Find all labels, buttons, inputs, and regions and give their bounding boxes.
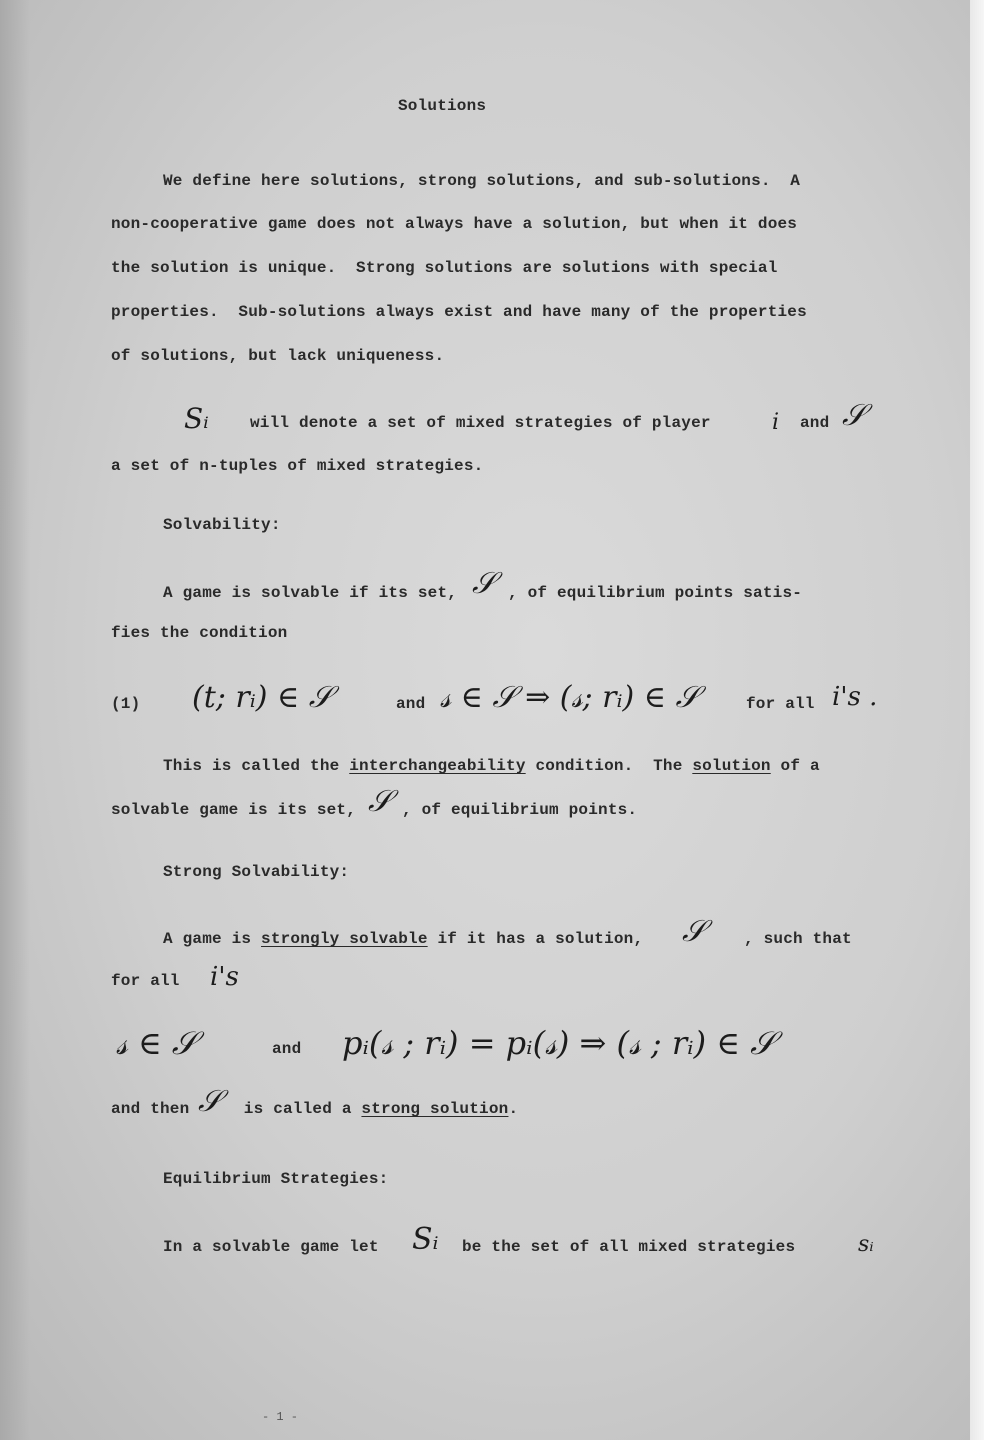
paragraph-line: will denote a set of mixed strategies of player	[250, 414, 711, 432]
handwritten-si-small: sᵢ	[858, 1232, 874, 1257]
paragraph-line: properties. Sub-solutions always exist and have many of the properties	[111, 303, 807, 321]
handwritten-i-symbol: i	[772, 410, 780, 435]
handwritten-is: i's .	[832, 682, 878, 712]
section-heading-strong-solvability: Strong Solvability:	[163, 863, 350, 881]
paragraph-line: solvable game is its set,	[111, 801, 357, 819]
and-word: and	[396, 695, 426, 713]
equation-tail: for all	[746, 695, 815, 713]
paragraph-line: In a solvable game let	[163, 1238, 379, 1256]
handwritten-si-symbol: Sᵢ	[184, 402, 209, 435]
handwritten-si-symbol: Sᵢ	[412, 1222, 439, 1257]
handwritten-script-s: 𝒮	[472, 566, 496, 601]
handwritten-script-s: 𝒮	[842, 398, 866, 433]
handwritten-is: i's	[210, 962, 239, 992]
paragraph-line: for all	[111, 972, 180, 990]
paragraph-line: , such that	[744, 930, 852, 948]
paragraph-line: non-cooperative game does not always have a solution, but when it does	[111, 215, 798, 233]
term-solution: solution	[692, 757, 771, 775]
paragraph-line: We define here solutions, strong solutions, and sub-solutions. A	[163, 172, 801, 190]
term-strongly-solvable: strongly solvable	[261, 930, 428, 948]
handwritten-script-s: 𝒮	[368, 784, 392, 819]
paragraph-line: , of equilibrium points.	[402, 801, 638, 819]
paragraph-line: a set of n-tuples of mixed strategies.	[111, 457, 484, 475]
scan-shadow-left	[0, 0, 30, 1440]
equation-lhs: (t; rᵢ) ∈ 𝒮	[192, 680, 332, 715]
term-interchangeability: interchangeability	[349, 757, 526, 775]
page-number: - 1 -	[262, 1410, 299, 1424]
paragraph-line: This is called the interchangeability condition. The solution of a	[163, 757, 820, 775]
equation-rhs: pᵢ(𝓈 ; rᵢ) = pᵢ(𝓈) ⇒ (𝓈 ; rᵢ) ∈ 𝒮	[342, 1024, 775, 1062]
term-strong-solution: strong solution	[361, 1100, 509, 1118]
paragraph-line: and then	[111, 1100, 190, 1118]
paragraph-line: , of equilibrium points satis-	[508, 584, 803, 602]
equation-rhs: 𝓈 ∈ 𝒮 ⇒ (𝓈; rᵢ) ∈ 𝒮	[440, 680, 699, 715]
section-heading-equilibrium-strategies: Equilibrium Strategies:	[163, 1170, 389, 1188]
page-title: Solutions	[398, 97, 487, 115]
paragraph-line: be the set of all mixed strategies	[462, 1238, 796, 1256]
equation-label: (1)	[111, 695, 141, 713]
equation-lhs: 𝓈 ∈ 𝒮	[116, 1024, 197, 1062]
handwritten-script-s: 𝒮	[682, 914, 706, 949]
paragraph-line: A game is strongly solvable if it has a solution,	[163, 930, 644, 948]
paragraph-line: A game is solvable if its set,	[163, 584, 458, 602]
paragraph-line: fies the condition	[111, 624, 288, 642]
and-word: and	[800, 414, 830, 432]
scan-edge-right	[970, 0, 984, 1440]
paragraph-line: is called a strong solution.	[234, 1100, 519, 1118]
paragraph-line: the solution is unique. Strong solutions are solutions with special	[111, 259, 778, 277]
handwritten-script-s: 𝒮	[198, 1084, 222, 1119]
paragraph-line: of solutions, but lack uniqueness.	[111, 347, 445, 365]
and-word: and	[272, 1040, 302, 1058]
section-heading-solvability: Solvability:	[163, 516, 281, 534]
